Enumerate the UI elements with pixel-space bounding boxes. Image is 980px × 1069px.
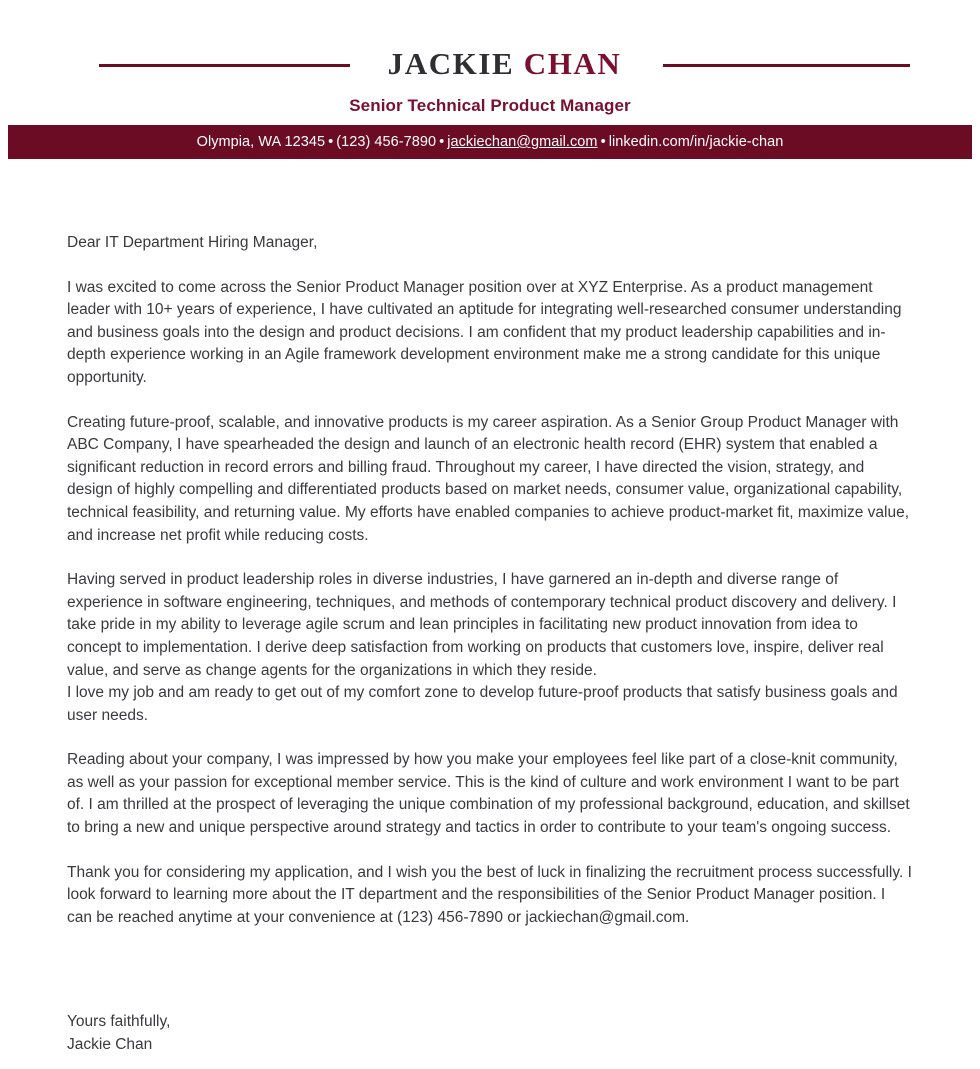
salutation: Dear IT Department Hiring Manager,	[67, 234, 318, 251]
page-title	[388, 48, 622, 82]
header-rule-right-decoration	[663, 64, 910, 67]
name-row	[0, 47, 980, 83]
name-first: JACKIE	[387, 46, 515, 81]
header-rule-left-decoration	[99, 64, 350, 67]
letter-paragraph-4: Reading about your company, I was impressed by how you make your employees feel like part of a close-knit community, as well as your passion for exceptional member service. This is the kind of culture and work environment I want to be part of. I am thrilled at the prospect of leveraging the unique combination of my professional background, education, and skillset to bring a new and unique perspective around strategy and tactics in order to contribute to your team's ongoing success.	[67, 751, 910, 837]
contact-linkedin: linkedin.com/in/jackie-chan	[608, 134, 784, 150]
letter-header	[0, 0, 980, 115]
contact-bar	[8, 125, 972, 159]
letter-paragraph-3-main: Having served in product leadership roles in diverse industries, I have garnered an in-depth and diverse range of experience in software engineering, techniques, and methods of contemporary technical product discovery and delivery. I take pride in my ability to leverage agile scrum and lean principles in facilitating new product innovation from idea to concept to implementation. I derive deep satisfaction from working on products that customers love, inspire, deliver real value, and serve as change agents for the organizations in which they reside.	[67, 571, 897, 679]
signature-block	[67, 1011, 912, 1056]
name-last: CHAN	[523, 46, 622, 81]
contact-email-link[interactable]: jackiechan@gmail.com	[447, 134, 598, 150]
contact-separator-2: •	[439, 134, 445, 150]
contact-line	[197, 134, 784, 150]
contact-location: Olympia, WA 12345	[196, 134, 326, 150]
contact-phone: (123) 456-7890	[336, 134, 437, 150]
contact-separator-3: •	[600, 134, 606, 150]
sign-off: Yours faithfully,	[67, 1013, 171, 1030]
letter-paragraph-3	[67, 569, 912, 727]
letter-paragraph-1: I was excited to come across the Senior Product Manager position over at XYZ Enterprise. As a product management leader with 10+ years of experience, I have cultivated an aptitude for integrating well-researched consumer understanding and business goals into the design and product decisions. I am confident that my product leadership capabilities and in-depth experience working in an Agile framework development environment make me a strong candidate for this unique opportunity.	[67, 278, 902, 386]
signature-name: Jackie Chan	[67, 1035, 153, 1053]
job-title: Senior Technical Product Manager	[349, 96, 631, 115]
letter-body	[67, 232, 912, 951]
letter-paragraph-5: Thank you for considering my application, and I wish you the best of luck in finalizing the recruitment process successfully. I look forward to learning more about the IT department and the responsibilities of the Senior Product Manager position. I can be reached anytime at your convenience at (123) 456-7890 or jackiechan@gmail.com.	[67, 863, 912, 926]
letter-paragraph-2: Creating future-proof, scalable, and innovative products is my career aspiration. As a Senior Group Product Manager with ABC Company, I have spearheaded the design and launch of an electronic health record (EHR) system that enabled a significant reduction in record errors and billing fraud. Throughout my career, I have directed the vision, strategy, and design of highly compelling and differentiated products based on market needs, consumer value, organizational capability, technical feasibility, and returning value. My efforts have enabled companies to achieve product-market fit, maximize value, and increase net profit while reducing costs.	[67, 413, 910, 544]
contact-separator-1: •	[328, 134, 334, 150]
letter-paragraph-3-extra: I love my job and am ready to get out of my comfort zone to develop future-proof products that satisfy business goals and user needs.	[67, 684, 898, 724]
